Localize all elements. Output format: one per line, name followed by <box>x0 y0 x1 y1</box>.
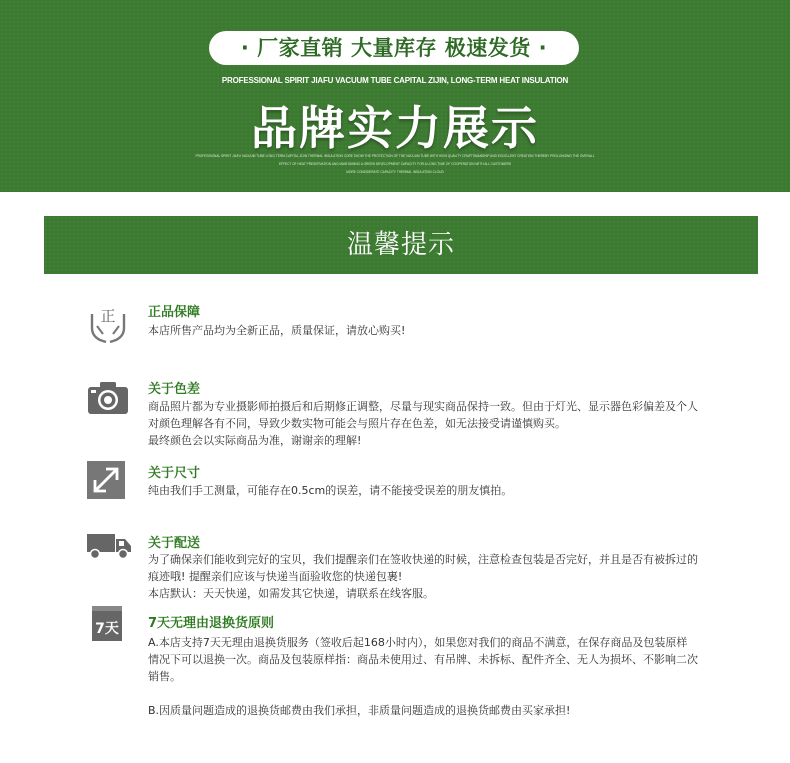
item-title: 关于尺寸 <box>148 466 201 481</box>
camera-icon <box>86 380 130 420</box>
fine-print-2: EFFECT OF HEAT PRESERVATION AND MAINTAINING A GREEN DEVELOPMENT CAPACITY FOR A LONG TIME OF COOPERATION WITH ALL CUSTOMERS <box>278 162 511 166</box>
brand-title: 品牌实力展示 <box>251 101 539 155</box>
resize-arrow-icon <box>86 460 126 504</box>
item-desc: 商品照片都为专业摄影师拍摄后和后期修正调整，尽量与现实商品保持一致。但由于灯光、显示器色彩偏差及个人 对颜色理解各有不同，导致少数实物可能会与照片存在色差，如无法接受请谨慎购买。 最终颜色会以实际商品为准，谢谢亲的理解! <box>148 400 698 447</box>
slogan-pill: · 厂家直销 大量库存 极速发货 · <box>209 31 579 65</box>
item-title: 关于配送 <box>148 536 201 551</box>
svg-text:正: 正 <box>100 307 116 325</box>
tip-header: 温馨提示 <box>44 216 758 274</box>
brand-banner <box>0 0 790 192</box>
item-desc: 为了确保亲们能收到完好的宝贝，我们提醒亲们在签收快递的时候，注意检查包装是否完好，并且是否有被拆过的 痕迹哦! 提醒亲们应该与快递当面验收您的快递包裹! 本店默认：天天快递，如需发其它快递，请联系在线客服。 <box>148 553 698 600</box>
english-tagline: PROFESSIONAL SPIRIT JIAFU VACUUM TUBE CAPITAL ZIJIN, LONG-TERM HEAT INSULATION <box>221 76 569 85</box>
item-title: 关于色差 <box>148 382 201 397</box>
item-desc: A.本店支持7天无理由退换货服务（签收后起168小时内），如果您对我们的商品不满意，在保存商品及包装原样 情况下可以退换一次。商品及包装原样指：商品未使用过、有吊牌、未拆标、配件齐全、无人为损坏、不影响二次 销售。 B.因质量问题造成的退换货邮费由我们承担，非质量问题造成的退换货邮费由买家承担! <box>148 636 698 717</box>
item-title: 7天无理由退换货原则 <box>148 616 275 631</box>
item-desc: 纯由我们手工测量，可能存在0.5cm的误差，请不能接受误差的朋友慎拍。 <box>148 484 513 497</box>
item-desc: 本店所售产品均为全新正品，质量保证，请放心购买! <box>148 324 406 337</box>
item-title: 正品保障 <box>148 305 201 320</box>
fine-print-3: MORE CONSIDERATE CAPACITY THERMAL INSULATION CLOUD <box>346 170 444 174</box>
fine-print-1: PROFESSIONAL SPIRIT JIAFU VACUUM TUBE LONG-TERM CAPITAL ZIJIN THERMAL INSULATION CORE SHOW THE PROTECTION OF THE VACUUM TUBE WITH HIGH QUALITY CRAFTSMANSHIP AND EXCELLENT CREATION THEREBY PROLONGING THE OVERALL <box>195 154 595 158</box>
calendar-label: 7天 <box>95 621 119 637</box>
truck-icon <box>86 532 132 564</box>
genuine-hands-icon <box>86 304 130 348</box>
seven-day-calendar-icon <box>90 605 124 647</box>
